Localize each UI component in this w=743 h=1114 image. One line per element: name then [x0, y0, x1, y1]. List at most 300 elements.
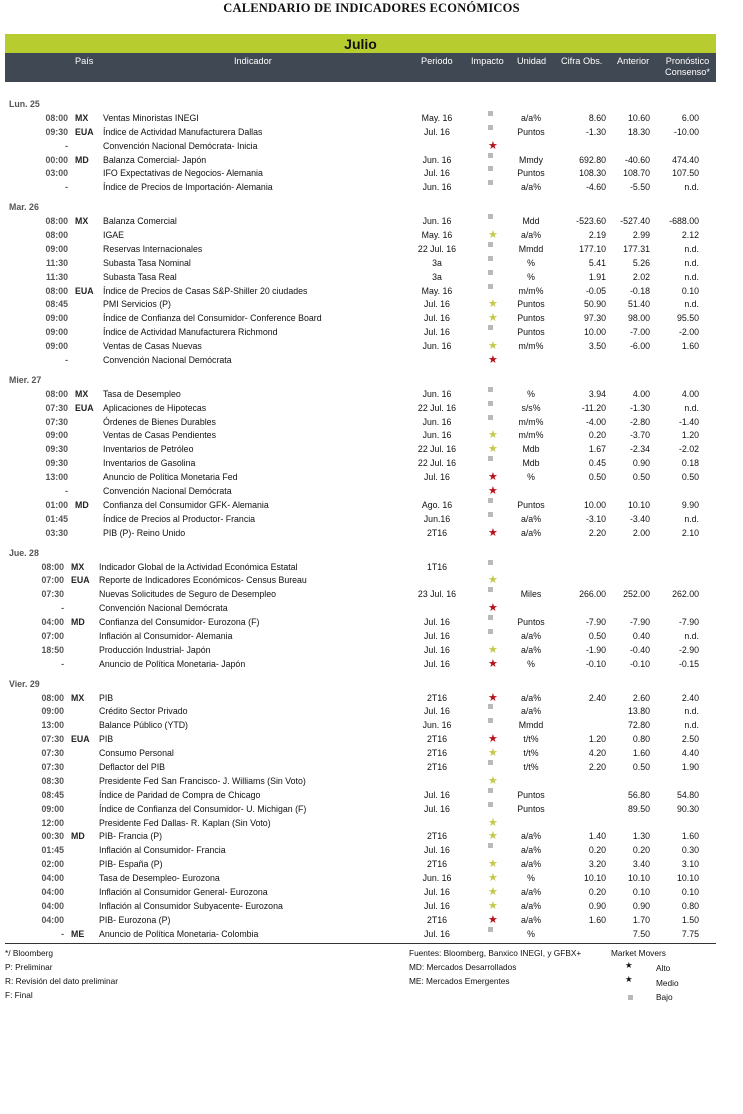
footnote-final: F: Final: [5, 990, 33, 1000]
previous-cell: 10.10: [627, 873, 650, 884]
forecast-cell: 1.20: [681, 430, 699, 441]
table-row: [0, 180, 743, 194]
time-cell: 09:30: [45, 458, 68, 469]
unit-cell: m/m%: [518, 430, 544, 441]
unit-cell: Mdb: [522, 444, 540, 455]
previous-cell: 1.70: [632, 914, 650, 925]
country-cell: EUA: [71, 575, 90, 586]
previous-cell: 3.40: [632, 859, 650, 870]
legend-med-star-icon: ★: [625, 974, 633, 984]
table-row: [0, 760, 743, 774]
indicator-cell: PIB- Eurozona (P): [99, 914, 171, 925]
observed-cell: 0.20: [588, 430, 606, 441]
observed-cell: 0.20: [588, 845, 606, 856]
table-row: [0, 111, 743, 125]
table-row: [0, 415, 743, 429]
observed-cell: 0.45: [588, 458, 606, 469]
day-header-row: [0, 677, 743, 691]
time-cell: 08:00: [45, 112, 68, 123]
table-row: [0, 704, 743, 718]
indicator-cell: IGAE: [103, 230, 125, 241]
unit-cell: Puntos: [517, 168, 545, 179]
country-cell: EUA: [71, 734, 90, 745]
indicator-cell: Balance Público (YTD): [99, 720, 188, 731]
country-cell: MX: [75, 388, 89, 399]
period-cell: Jul. 16: [424, 900, 450, 911]
unit-cell: a/a%: [520, 886, 542, 897]
table-row: 04:00 Inflación al Consumidor General- Eurozona Jul. 16 a/a% 0.20 0.10 0.10 ★: [0, 885, 743, 899]
unit-cell: a/a%: [520, 182, 542, 193]
country-cell: EUA: [75, 126, 94, 137]
table-row: [0, 629, 743, 643]
unit-cell: Mmdd: [518, 720, 544, 731]
forecast-cell: 262.00: [672, 589, 699, 600]
unit-cell: a/a%: [520, 513, 542, 524]
time-cell: 07:30: [45, 416, 68, 427]
time-cell: 07:30: [41, 734, 64, 745]
time-cell: 09:00: [41, 803, 64, 814]
time-cell: 09:00: [45, 430, 68, 441]
previous-cell: 0.40: [632, 630, 650, 641]
period-cell: Jun. 16: [422, 873, 452, 884]
previous-cell: 2.60: [632, 692, 650, 703]
table-row: 02:00 PIB- España (P) 2T16 a/a% 3.20 3.40 3.10 ★: [0, 857, 743, 871]
indicator-cell: Convención Nacional Demócrata- Inicia: [103, 140, 258, 151]
column-header-bar: [5, 53, 716, 82]
day-label: Vier. 29: [9, 678, 40, 689]
forecast-cell: 0.10: [681, 285, 699, 296]
time-cell: 07:30: [45, 402, 68, 413]
unit-cell: a/a%: [520, 644, 542, 655]
table-row: [0, 284, 743, 298]
period-cell: 3a: [432, 257, 442, 268]
observed-cell: 0.50: [588, 472, 606, 483]
time-cell: 18:50: [41, 644, 64, 655]
unit-cell: Mmdd: [518, 243, 544, 254]
unit-cell: Puntos: [517, 299, 545, 310]
footnote-preliminar: P: Preliminar: [5, 962, 53, 972]
forecast-cell: -2.02: [678, 444, 699, 455]
col-pronostico: [660, 56, 715, 78]
country-cell: ME: [71, 928, 85, 939]
period-cell: May. 16: [421, 230, 453, 241]
forecast-cell: 0.10: [681, 886, 699, 897]
time-cell: 04:00: [41, 886, 64, 897]
indicator-cell: Producción Industrial- Japón: [99, 644, 211, 655]
observed-cell: -11.20: [581, 402, 606, 413]
table-row: [0, 166, 743, 180]
time-cell: 09:00: [45, 327, 68, 338]
previous-cell: 0.90: [632, 900, 650, 911]
col-impacto: Impacto: [471, 56, 504, 66]
previous-cell: 72.80: [627, 720, 650, 731]
observed-cell: 2.40: [588, 692, 606, 703]
footnote-me: ME: Mercados Emergentes: [409, 976, 510, 986]
previous-cell: 0.10: [632, 886, 650, 897]
time-cell: 08:00: [45, 216, 68, 227]
forecast-cell: 3.10: [681, 859, 699, 870]
time-cell: 08:00: [41, 561, 64, 572]
time-cell: -: [61, 928, 64, 939]
time-cell: 08:45: [41, 789, 64, 800]
period-cell: Jul. 16: [424, 706, 450, 717]
forecast-cell: 0.80: [681, 900, 699, 911]
indicator-cell: Convención Nacional Demócrata: [103, 355, 232, 366]
period-cell: Jun. 16: [422, 182, 452, 193]
time-cell: 00:00: [45, 154, 68, 165]
previous-cell: 177.31: [623, 243, 650, 254]
table-row: 04:00 Inflación al Consumidor Subyacente- Eurozona Jul. 16 a/a% 0.90 0.90 0.80 ★: [0, 899, 743, 913]
indicator-cell: Presidente Fed Dallas- R. Kaplan (Sin Voto): [99, 817, 271, 828]
time-cell: 13:00: [41, 720, 64, 731]
table-row: [0, 788, 743, 802]
unit-cell: a/a%: [520, 630, 542, 641]
country-cell: EUA: [75, 285, 94, 296]
observed-cell: 1.67: [588, 444, 606, 455]
period-cell: Jul. 16: [424, 630, 450, 641]
observed-cell: 3.50: [588, 341, 606, 352]
period-cell: 22 Jul. 16: [417, 243, 457, 254]
previous-cell: -1.30: [629, 402, 650, 413]
indicator-cell: Subasta Tasa Nominal: [103, 257, 191, 268]
forecast-cell: n.d.: [684, 720, 699, 731]
previous-cell: 13.80: [627, 706, 650, 717]
unit-cell: %: [527, 257, 535, 268]
previous-cell: -3.40: [629, 513, 650, 524]
previous-cell: 2.02: [632, 271, 650, 282]
day-label: Mar. 26: [9, 202, 39, 213]
previous-cell: 10.10: [627, 499, 650, 510]
observed-cell: 1.40: [588, 831, 606, 842]
unit-cell: Puntos: [517, 327, 545, 338]
indicator-cell: Consumo Personal: [99, 748, 174, 759]
day-header-row: [0, 373, 743, 387]
previous-cell: 10.60: [627, 112, 650, 123]
previous-cell: -2.80: [629, 416, 650, 427]
indicator-cell: Aplicaciones de Hipotecas: [103, 402, 207, 413]
period-cell: Ago. 16: [421, 499, 453, 510]
forecast-cell: n.d.: [684, 513, 699, 524]
table-row: [0, 401, 743, 415]
forecast-cell: 107.50: [672, 168, 699, 179]
indicator-cell: Inflación al Consumidor Subyacente- Eurozona: [99, 900, 283, 911]
table-row: [0, 270, 743, 284]
indicator-cell: Tasa de Desempleo- Eurozona: [99, 873, 220, 884]
table-bottom-rule: [5, 943, 716, 944]
observed-cell: -0.05: [585, 285, 606, 296]
forecast-cell: n.d.: [684, 257, 699, 268]
unit-cell: Mmdy: [519, 154, 543, 165]
observed-cell: -4.60: [585, 182, 606, 193]
previous-cell: -2.34: [629, 444, 650, 455]
table-row: [0, 927, 743, 941]
table-row: [0, 718, 743, 732]
period-cell: 22 Jul. 16: [417, 444, 457, 455]
day-label: Jue. 28: [9, 547, 39, 558]
previous-cell: -6.00: [629, 341, 650, 352]
table-row: [0, 843, 743, 857]
observed-cell: 692.80: [579, 154, 606, 165]
unit-cell: a/a%: [520, 845, 542, 856]
period-cell: 2T16: [426, 734, 448, 745]
indicator-cell: Ventas Minoristas INEGI: [103, 112, 199, 123]
period-cell: Jul. 16: [424, 327, 450, 338]
indicator-cell: Balanza Comercial- Japón: [103, 154, 207, 165]
table-row: 09:30 Inventarios de Petróleo 22 Jul. 16 Mdb 1.67 -2.34 -2.02 ★: [0, 442, 743, 456]
unit-cell: Puntos: [517, 313, 545, 324]
indicator-cell: Crédito Sector Privado: [99, 706, 188, 717]
period-cell: May. 16: [421, 112, 453, 123]
indicator-cell: Inventarios de Petróleo: [103, 444, 194, 455]
indicator-cell: Subasta Tasa Real: [103, 271, 177, 282]
unit-cell: Mdb: [522, 458, 540, 469]
indicator-cell: Anuncio de Política Monetaria- Japón: [99, 658, 246, 669]
time-cell: -: [65, 182, 68, 193]
table-row: [0, 125, 743, 139]
country-cell: MX: [75, 112, 89, 123]
observed-cell: 10.10: [583, 873, 606, 884]
forecast-cell: 10.10: [676, 873, 699, 884]
col-pais: País: [75, 56, 94, 66]
indicator-cell: PIB (P)- Reino Unido: [103, 527, 186, 538]
table-row: [0, 560, 743, 574]
time-cell: 11:30: [45, 271, 68, 282]
forecast-cell: -2.90: [678, 644, 699, 655]
previous-cell: -5.50: [629, 182, 650, 193]
table-row: [0, 153, 743, 167]
indicator-cell: Reservas Internacionales: [103, 243, 203, 254]
time-cell: 01:45: [41, 845, 64, 856]
indicator-cell: Índice de Actividad Manufacturera Dallas: [103, 126, 263, 137]
observed-cell: -0.10: [585, 658, 606, 669]
previous-cell: 2.00: [632, 527, 650, 538]
observed-cell: 10.00: [583, 327, 606, 338]
forecast-cell: 474.40: [672, 154, 699, 165]
unit-cell: %: [527, 472, 535, 483]
indicator-cell: Ventas de Casas Nuevas: [103, 341, 202, 352]
table-row: 08:00 IGAE May. 16 a/a% 2.19 2.99 2.12 ★: [0, 228, 743, 242]
observed-cell: -1.30: [585, 126, 606, 137]
day-header-row: [0, 97, 743, 111]
observed-cell: -523.60: [576, 216, 606, 227]
indicator-cell: Índice de Paridad de Compra de Chicago: [99, 789, 261, 800]
indicator-cell: Inflación al Consumidor- Francia: [99, 845, 226, 856]
unit-cell: m/m%: [518, 285, 544, 296]
previous-cell: -527.40: [620, 216, 650, 227]
day-label: Lun. 25: [9, 99, 40, 109]
period-cell: 22 Jul. 16: [417, 458, 457, 469]
day-header-row: [0, 200, 743, 214]
previous-cell: -0.18: [629, 285, 650, 296]
legend-med-label: Medio: [656, 978, 679, 988]
time-cell: -: [65, 140, 68, 151]
period-cell: 2T16: [426, 831, 448, 842]
indicator-cell: PIB: [99, 734, 114, 745]
forecast-cell: n.d.: [684, 182, 699, 193]
previous-cell: 2.99: [632, 230, 650, 241]
period-cell: Jul. 16: [424, 644, 450, 655]
forecast-cell: -0.15: [678, 658, 699, 669]
observed-cell: 0.90: [588, 900, 606, 911]
time-cell: -: [65, 355, 68, 366]
forecast-cell: -7.90: [678, 617, 699, 628]
unit-cell: %: [527, 928, 535, 939]
country-cell: MD: [75, 154, 89, 165]
time-cell: 04:00: [41, 617, 64, 628]
forecast-cell: 4.00: [681, 388, 699, 399]
indicator-cell: Anuncio de Política Monetaria Fed: [103, 472, 238, 483]
table-row: [0, 802, 743, 816]
period-cell: 2T16: [426, 761, 448, 772]
forecast-cell: -688.00: [669, 216, 699, 227]
time-cell: 04:00: [41, 873, 64, 884]
forecast-cell: 90.30: [676, 803, 699, 814]
indicator-cell: Índice de Precios de Casas S&P-Shiller 20 ciudades: [103, 285, 308, 296]
time-cell: 09:00: [41, 706, 64, 717]
forecast-cell: 1.90: [681, 761, 699, 772]
col-cifra: Cifra Obs.: [561, 56, 603, 66]
table-row: 04:00 PIB- Eurozona (P) 2T16 a/a% 1.60 1.70 1.50 ★: [0, 913, 743, 927]
table-row: 09:00 Ventas de Casas Nuevas Jun. 16 m/m% 3.50 -6.00 1.60 ★: [0, 339, 743, 353]
observed-cell: 10.00: [583, 499, 606, 510]
time-cell: 03:30: [45, 527, 68, 538]
indicator-cell: Inflación al Consumidor General- Eurozona: [99, 886, 268, 897]
time-cell: 09:30: [45, 444, 68, 455]
observed-cell: 108.30: [579, 168, 606, 179]
observed-cell: -1.90: [585, 644, 606, 655]
period-cell: 2T16: [426, 527, 448, 538]
previous-cell: -7.00: [629, 327, 650, 338]
period-cell: Jun. 16: [422, 416, 452, 427]
table-row: [0, 256, 743, 270]
period-cell: Jul. 16: [424, 168, 450, 179]
unit-cell: %: [527, 658, 535, 669]
country-cell: MD: [71, 617, 85, 628]
previous-cell: 0.50: [632, 761, 650, 772]
indicator-cell: Ventas de Casas Pendientes: [103, 430, 216, 441]
period-cell: 22 Jul. 16: [417, 402, 457, 413]
observed-cell: 177.10: [579, 243, 606, 254]
observed-cell: -3.10: [585, 513, 606, 524]
table-row: 07:30 EUA PIB 2T16 t/t% 1.20 0.80 2.50 ★: [0, 732, 743, 746]
page-title: CALENDARIO DE INDICADORES ECONÓMICOS: [223, 1, 520, 15]
previous-cell: 1.30: [632, 831, 650, 842]
previous-cell: 1.60: [632, 748, 650, 759]
period-cell: May. 16: [421, 285, 453, 296]
indicator-cell: Presidente Fed San Francisco- J. Williams (Sin Voto): [99, 775, 306, 786]
indicator-cell: Índice de Precios al Productor- Francia: [103, 513, 256, 524]
table-row: 09:00 Ventas de Casas Pendientes Jun. 16 m/m% 0.20 -3.70 1.20 ★: [0, 428, 743, 442]
table-row: 08:00 MX PIB 2T16 a/a% 2.40 2.60 2.40 ★: [0, 691, 743, 705]
table-row: [0, 456, 743, 470]
period-cell: 2T16: [426, 692, 448, 703]
observed-cell: 266.00: [579, 589, 606, 600]
indicator-cell: Inflación al Consumidor- Alemania: [99, 630, 233, 641]
observed-cell: 3.20: [588, 859, 606, 870]
period-cell: 2T16: [426, 748, 448, 759]
indicator-cell: Índice de Confianza del Consumidor- U. Michigan (F): [99, 803, 307, 814]
observed-cell: 1.91: [588, 271, 606, 282]
country-cell: MD: [71, 831, 85, 842]
unit-cell: a/a%: [520, 914, 542, 925]
table-row: 18:50 Producción Industrial- Japón Jul. 16 a/a% -1.90 -0.40 -2.90 ★: [0, 643, 743, 657]
time-cell: 07:30: [41, 748, 64, 759]
period-cell: Jul. 16: [424, 845, 450, 856]
legend-low-label: Bajo: [656, 992, 673, 1002]
time-cell: 08:30: [41, 775, 64, 786]
observed-cell: 4.20: [588, 748, 606, 759]
table-row: 07:30 Consumo Personal 2T16 t/t% 4.20 1.60 4.40 ★: [0, 746, 743, 760]
footnote-bloomberg: */ Bloomberg: [5, 948, 53, 958]
forecast-cell: 1.50: [681, 914, 699, 925]
table-row: 07:00 EUA Reporte de Indicadores Económicos- Census Bureau ★: [0, 573, 743, 587]
indicator-cell: Confianza del Consumidor GFK- Alemania: [103, 499, 269, 510]
time-cell: 08:45: [45, 299, 68, 310]
indicator-cell: Anuncio de Política Monetaria- Colombia: [99, 928, 259, 939]
indicator-cell: Balanza Comercial: [103, 216, 177, 227]
observed-cell: 1.60: [588, 914, 606, 925]
indicator-cell: PMI Servicios (P): [103, 299, 171, 310]
time-cell: -: [65, 486, 68, 497]
forecast-cell: -1.40: [678, 416, 699, 427]
unit-cell: a/a%: [520, 706, 542, 717]
time-cell: 07:30: [41, 589, 64, 600]
forecast-cell: 1.60: [681, 831, 699, 842]
unit-cell: s/s%: [521, 402, 541, 413]
previous-cell: 0.20: [632, 845, 650, 856]
indicator-cell: Índice de Precios de Importación- Alemania: [103, 182, 273, 193]
observed-cell: 50.90: [583, 299, 606, 310]
indicator-cell: Índice de Actividad Manufacturera Richmond: [103, 327, 278, 338]
forecast-cell: 2.12: [681, 230, 699, 241]
forecast-cell: 54.80: [676, 789, 699, 800]
table-row: 13:00 Anuncio de Política Monetaria Fed Jul. 16 % 0.50 0.50 0.50 ★: [0, 470, 743, 484]
forecast-cell: 4.40: [681, 748, 699, 759]
observed-cell: 2.20: [588, 761, 606, 772]
unit-cell: Mdd: [522, 216, 540, 227]
indicator-cell: Tasa de Desempleo: [103, 388, 181, 399]
previous-cell: 7.50: [632, 928, 650, 939]
col-periodo: Periodo: [421, 56, 453, 66]
forecast-cell: n.d.: [684, 402, 699, 413]
period-cell: Jul. 16: [424, 789, 450, 800]
legend-low-square-icon: [628, 992, 633, 1003]
previous-cell: -40.60: [625, 154, 650, 165]
observed-cell: 2.20: [588, 527, 606, 538]
unit-cell: a/a%: [520, 831, 542, 842]
period-cell: Jun. 16: [422, 720, 452, 731]
previous-cell: 89.50: [627, 803, 650, 814]
forecast-cell: 2.40: [681, 692, 699, 703]
forecast-cell: 6.00: [681, 112, 699, 123]
unit-cell: a/a%: [520, 859, 542, 870]
observed-cell: 0.50: [588, 630, 606, 641]
period-cell: Jun. 16: [422, 216, 452, 227]
observed-cell: 5.41: [588, 257, 606, 268]
table-row: 03:30 PIB (P)- Reino Unido 2T16 a/a% 2.20 2.00 2.10 ★: [0, 526, 743, 540]
period-cell: 2T16: [426, 859, 448, 870]
unit-cell: Puntos: [517, 126, 545, 137]
col-indicador: Indicador: [234, 56, 272, 66]
footnote-revision: R: Revisión del dato preliminar: [5, 976, 118, 986]
table-row: - Convención Nacional Demócrata ★: [0, 353, 743, 367]
period-cell: Jul. 16: [424, 928, 450, 939]
period-cell: 3a: [432, 271, 442, 282]
col-unidad: Unidad: [517, 56, 547, 66]
unit-cell: a/a%: [520, 692, 542, 703]
previous-cell: -3.70: [629, 430, 650, 441]
forecast-cell: n.d.: [684, 243, 699, 254]
